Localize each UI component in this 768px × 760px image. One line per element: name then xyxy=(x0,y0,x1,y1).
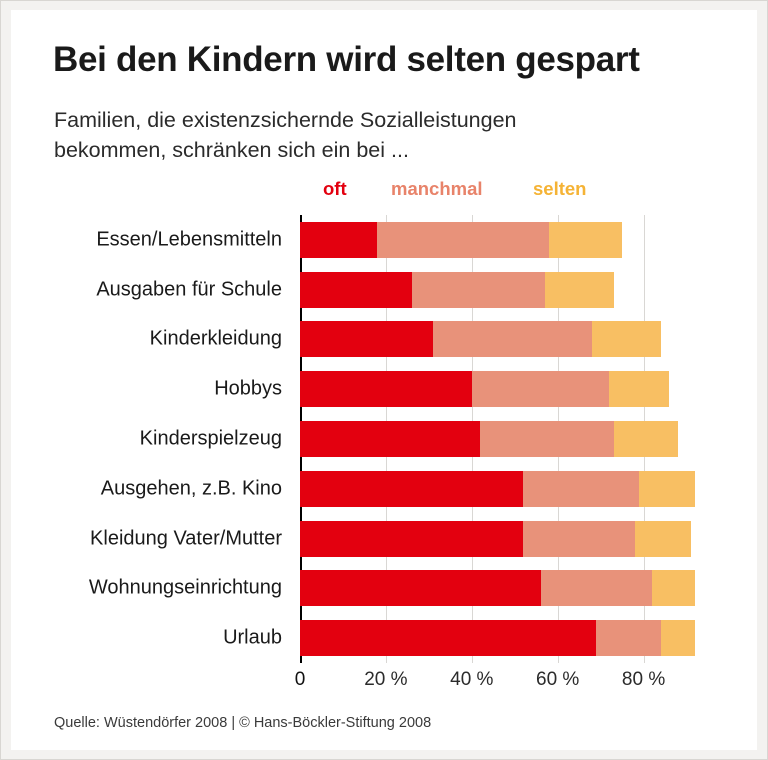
x-tick-label: 80 % xyxy=(621,669,666,690)
category-label: Kleidung Vater/Mutter xyxy=(90,527,282,550)
category-label: Ausgaben für Schule xyxy=(96,278,282,301)
category-label: Hobbys xyxy=(214,377,282,400)
subtitle-line-2: bekommen, schränken sich ein bei ... xyxy=(54,138,409,162)
chart-bar-row xyxy=(90,521,708,557)
legend-item-oft: oft xyxy=(323,178,347,199)
bar-segment-manchmal xyxy=(412,272,545,308)
chart-subtitle xyxy=(54,105,674,165)
bar-segment-selten xyxy=(652,570,695,606)
bar-segment-selten xyxy=(609,371,669,407)
category-label: Urlaub xyxy=(223,626,282,649)
legend-item-manchmal: manchmal xyxy=(391,178,483,199)
bar-segment-oft xyxy=(300,421,480,457)
bar-segment-selten xyxy=(545,272,614,308)
bar-segment-selten xyxy=(639,471,695,507)
bar-segment-oft xyxy=(300,222,377,258)
chart-card xyxy=(11,10,757,750)
bar-segment-oft xyxy=(300,272,412,308)
chart-bar-row xyxy=(88,570,708,606)
chart-plot-area xyxy=(88,215,708,663)
bar-segment-oft xyxy=(300,321,433,357)
chart-bar-row xyxy=(96,272,708,308)
bar-segment-oft xyxy=(300,620,596,656)
category-label: Wohnungseinrichtung xyxy=(88,576,282,599)
bar-segment-manchmal xyxy=(472,371,609,407)
category-label: Kinderspielzeug xyxy=(139,427,282,450)
category-label: Essen/Lebensmitteln xyxy=(96,228,282,251)
chart-bar-row xyxy=(139,421,708,457)
bar-segment-selten xyxy=(592,321,661,357)
x-axis xyxy=(294,663,720,693)
chart-bar-row xyxy=(214,371,708,407)
bar-segment-manchmal xyxy=(480,421,613,457)
bar-segment-manchmal xyxy=(541,570,653,606)
bar-segment-manchmal xyxy=(523,471,639,507)
chart-bar-row xyxy=(96,222,708,258)
chart-bar-row xyxy=(100,471,708,507)
bar-segment-manchmal xyxy=(523,521,635,557)
page-title: Bei den Kindern wird selten gespart xyxy=(53,40,640,79)
chart-bar-row xyxy=(149,321,708,357)
bar-segment-manchmal xyxy=(377,222,549,258)
bar-segment-selten xyxy=(635,521,691,557)
bar-segment-manchmal xyxy=(596,620,660,656)
bar-segment-selten xyxy=(549,222,622,258)
category-label: Kinderkleidung xyxy=(149,327,282,350)
bar-segment-oft xyxy=(300,471,523,507)
bar-segment-selten xyxy=(614,421,678,457)
bar-segment-manchmal xyxy=(433,321,592,357)
x-tick-label: 60 % xyxy=(536,669,580,690)
x-tick-label: 40 % xyxy=(450,669,494,690)
x-tick-label: 0 xyxy=(294,669,306,690)
chart-bar-row xyxy=(223,620,708,656)
bar-segment-oft xyxy=(300,570,541,606)
subtitle-line-1: Familien, die existenzsichernde Sozialleistungen xyxy=(54,108,517,132)
x-tick-label: 20 % xyxy=(364,669,408,690)
chart-legend xyxy=(311,178,631,204)
bar-segment-oft xyxy=(300,521,523,557)
source-note: Quelle: Wüstendörfer 2008 | © Hans-Böckler-Stiftung 2008 xyxy=(54,715,432,731)
category-label: Ausgehen, z.B. Kino xyxy=(100,477,282,500)
bar-segment-selten xyxy=(661,620,695,656)
legend-item-selten: selten xyxy=(533,178,587,199)
bar-segment-oft xyxy=(300,371,472,407)
